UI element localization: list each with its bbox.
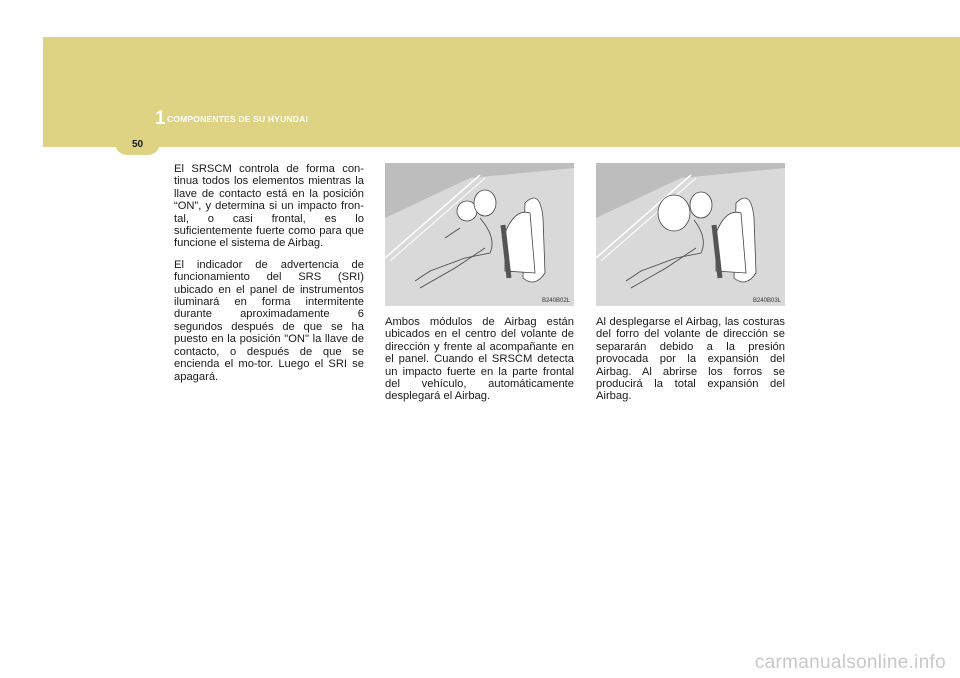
text-column-1: [174, 163, 364, 392]
text-column-3: [596, 316, 785, 412]
airbag-illustration-1: [385, 163, 574, 306]
watermark: carmanualsonline.info: [754, 652, 946, 673]
text-column-2: [385, 316, 574, 412]
airbag-illustration-2: [596, 163, 785, 306]
airbag-expanded-figure: [596, 163, 785, 306]
chapter-number: 1: [155, 108, 166, 129]
chapter-title: COMPONENTES DE SU HYUNDAI: [167, 114, 309, 124]
paragraph: Al desplegarse el Airbag, las costuras del forro del volante de dirección se separarán debido a la presión provocada por la expansión del Airbag. Al abrirse los forros se producirá la total expansión del Airbag.: [596, 316, 785, 403]
header-band: [43, 37, 960, 147]
image-code: B240B03L: [752, 298, 781, 304]
page-number: 50: [131, 139, 144, 150]
image-code: B240B02L: [541, 298, 570, 304]
paragraph: El SRSCM controla de forma con-tinua todos los elementos mientras la llave de contacto está en la posición “ON”, y determina si un impacto fron-tal, o casi frontal, es lo suficientemente fuerte como para que funcione el sistema de Airbag.: [174, 163, 364, 250]
airbag-deploying-figure: [385, 163, 574, 306]
paragraph: Ambos módulos de Airbag están ubicados en el centro del volante de dirección y frente al acompañante en el panel. Cuando el SRSCM detecta un impacto fuerte en la parte frontal del vehículo, automáticamente desplegará el Airbag.: [385, 316, 574, 403]
paragraph: El indicador de advertencia de funcionamiento del SRS (SRI) ubicado en el panel de instrumentos iluminará en forma intermitente durante aproximadamente 6 segundos después de que se ha puesto en la posición "ON" la llave de contacto, o después de que se encienda el mo-tor. Luego el SRI se apagará.: [174, 258, 364, 383]
